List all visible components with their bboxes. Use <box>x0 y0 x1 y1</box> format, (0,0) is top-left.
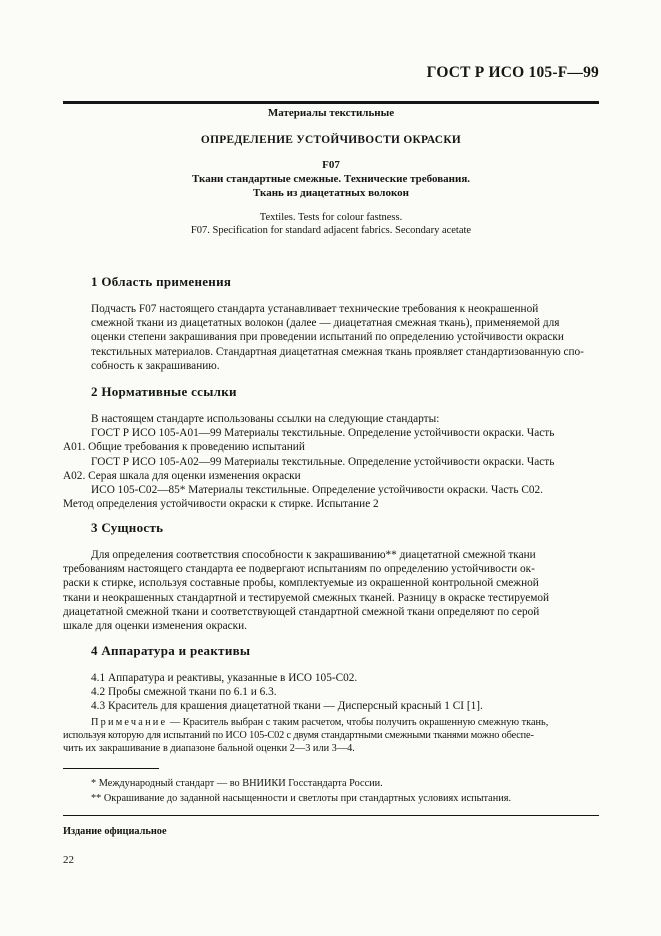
list-item: 4.1 Аппаратура и реактивы, указанные в ИСО 105-С02. <box>91 672 358 684</box>
note-line: используя которую для испытаний по ИСО 105-С02 с двумя стандартными смежными тканями можно обеспе- <box>63 730 534 742</box>
footnote: ** Окрашивание до заданной насыщенности и светлоты при стандартных условиях испытания. <box>91 793 512 804</box>
text-line: требованиям настоящего стандарта ее подвергают испытаниям по определению устойчивости ок- <box>63 563 535 576</box>
note-line: чить их закрашивание в диапазоне бальной оценки 2—3 или 3—4. <box>63 743 355 755</box>
section-2-body <box>63 412 598 511</box>
page-number: 22 <box>63 854 74 866</box>
section-1-title: 1 Область применения <box>91 274 232 289</box>
text-line: В настоящем стандарте использованы ссылки на следующие стандарты: <box>91 413 440 425</box>
text-line: Подчасть F07 настоящего стандарта устанавливает технические требования к неокрашенной <box>91 303 539 315</box>
section-4-title: 4 Аппаратура и реактивы <box>91 643 251 658</box>
footnotes <box>91 776 598 806</box>
list-item: 4.3 Краситель для крашения диацетатной ткани — Дисперсный красный 1 CI [1]. <box>91 700 483 713</box>
text-line: шкале для оценки изменения окраски. <box>63 620 247 633</box>
note-label: Примечание <box>91 717 168 728</box>
section-3-title: 3 Сущность <box>91 520 164 535</box>
english-title-line: F07. Specification for standard adjacent fabrics. Secondary acetate <box>190 225 472 237</box>
text-line: ГОСТ Р ИСО 105-А02—99 Материалы текстильные. Определение устойчивости окраски. Часть <box>91 455 555 468</box>
text-line: текстильных материалов. Стандартная диацетатная смежная ткань проявляет стандартизованную спо- <box>91 345 584 358</box>
english-title-line: Textiles. Tests for colour fastness. <box>259 212 403 223</box>
text-line: раски к стирке, используя составные пробы, комплектуемые из окрашенной контрольной смежной <box>63 577 539 590</box>
header-rule <box>63 101 599 104</box>
text-line: А02. Серая шкала для оценки изменения окраски <box>63 469 301 482</box>
text-line: собность к закрашиванию. <box>91 359 220 372</box>
text-line: Для определения соответствия способности к закрашиванию** диацетатной смежной ткани <box>91 549 536 561</box>
footnote-rule <box>63 768 159 769</box>
list-item: 4.2 Пробы смежной ткани по 6.1 и 6.3. <box>91 686 277 699</box>
note-line: Примечание — Краситель выбран с таким расчетом, чтобы получить окрашенную смежную ткань, <box>91 717 549 728</box>
part-code: F07 <box>322 159 340 171</box>
note-block <box>63 716 598 756</box>
subtitle-line: Ткани стандартные смежные. Технические требования. <box>191 172 471 185</box>
section-2-title: 2 Нормативные ссылки <box>91 384 237 399</box>
subtitle-line: Ткань из диацетатных волокон <box>252 186 410 199</box>
section-1-body <box>91 302 598 373</box>
text-line: смежной ткани из диацетатных волокон (далее — диацетатная смежная ткань), применяемой для <box>91 317 560 330</box>
text-line: оценки степени закрашивания при проведении испытаний по определению устойчивости окраски <box>91 331 564 344</box>
text-line: А01. Общие требования к проведению испытаний <box>63 441 305 454</box>
footnote: * Международный стандарт — во ВНИИКИ Госстандарта России. <box>91 778 383 789</box>
text-line: ГОСТ Р ИСО 105-А01—99 Материалы текстильные. Определение устойчивости окраски. Часть <box>91 427 555 440</box>
document-code: ГОСТ Р ИСО 105-F—99 <box>426 64 599 81</box>
materials-heading: Материалы текстильные <box>267 107 395 119</box>
text-line: ИСО 105-С02—85* Материалы текстильные. Определение устойчивости окраски. Часть С02. <box>91 484 543 497</box>
footer-rule <box>63 815 599 816</box>
section-4-body <box>91 671 598 714</box>
edition-label: Издание официальное <box>63 826 167 837</box>
english-title-block <box>63 211 599 238</box>
text-line: диацетатной смежной ткани и соответствующей стандартной смежной ткани определяют по серой <box>63 605 540 618</box>
section-3-body <box>63 548 598 633</box>
main-title: ОПРЕДЕЛЕНИЕ УСТОЙЧИВОСТИ ОКРАСКИ <box>200 134 462 146</box>
text-line: Метод определения устойчивости окраски к стирке. Испытание 2 <box>63 498 379 511</box>
text-line: ткани и неокрашенных стандартной и тестируемой смежных тканей. Разницу в окраске тестируемой <box>63 591 550 604</box>
subtitle-block <box>63 159 599 200</box>
